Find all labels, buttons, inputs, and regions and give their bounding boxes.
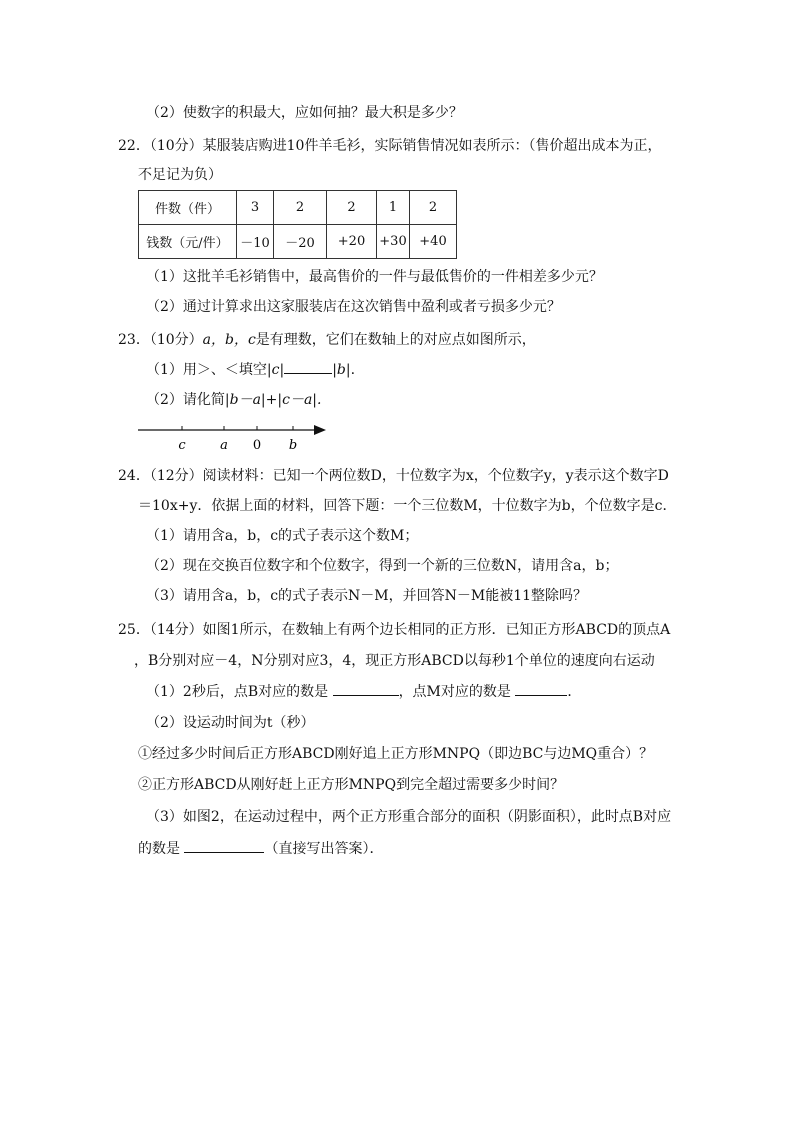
answer-blank[interactable]: [284, 361, 332, 374]
q22-stem-line1: 22．（10分）某服装店购进10件羊毛衫，实际销售情况如表所示：（售价超出成本为正，: [118, 138, 662, 154]
q25-stem-line2: ，B分别对应－4，N分别对应3，4，现正方形ABCD以每秒1个单位的速度向右运动: [134, 653, 655, 669]
q23-part2: [146, 391, 321, 409]
q22-part2: （2）通过计算求出这家服装店在这次销售中盈利或者亏损多少元？: [146, 299, 561, 315]
table-row: [139, 191, 457, 225]
q25-sub1: ①经过多少时间后正方形ABCD刚好追上正方形MNPQ（即边BC与边MQ重合）？: [138, 746, 654, 762]
q24-part1: （1）请用含a，b，c的式子表示这个数M；: [146, 528, 419, 544]
label-zero: 0: [252, 438, 262, 453]
row-header-price: 钱数（元/件）: [139, 225, 237, 259]
q24-part2: （2）现在交换百位数字和个位数字，得到一个新的三位数N，请用含a，b；: [146, 558, 619, 574]
price-cell: +40: [410, 225, 457, 259]
q23-suffix: 是有理数，它们在数轴上的对应点如图所示，: [255, 332, 536, 348]
q25-part1-a: （1）2秒后，点B对应的数是: [146, 684, 329, 700]
q23-part2-expr: b－a|+|c－a|.: [229, 392, 322, 408]
q24-stem-line1: 24．（12分）阅读材料：已知一个两位数D，十位数字为x，个位数字y，y表示这个数字D: [118, 468, 669, 484]
number-line-arrow-icon: [314, 425, 326, 435]
q25-part2: （2）设运动时间为t（秒）: [146, 715, 315, 731]
q23-part1-bar: |: [279, 362, 285, 378]
label-b: b: [288, 438, 298, 453]
q25-part3-a: 的数是: [138, 841, 180, 857]
q23-part1-prefix: （1）用＞、＜填空|: [146, 362, 272, 378]
q21-part2: （2）使数字的积最大，应如何抽？最大积是多少？: [146, 105, 463, 121]
q25-stem-line1: 25．（14分）如图1所示，在数轴上有两个边长相同的正方形．已知正方形ABCD的顶点A: [118, 622, 671, 638]
count-cell: 1: [377, 191, 410, 225]
q25-part3-b: （直接写出答案）．: [264, 841, 384, 857]
number-line-figure: [138, 418, 328, 458]
count-cell: 2: [327, 191, 377, 225]
count-cell: 2: [274, 191, 327, 225]
answer-blank[interactable]: [515, 683, 567, 696]
q22-stem-line2: 不足记为负）: [138, 167, 222, 183]
sales-table: [138, 190, 457, 259]
answer-blank[interactable]: [184, 840, 264, 853]
q23-part1-c: c: [271, 362, 280, 378]
q23-vars: a，b，c: [202, 332, 256, 348]
price-cell: +20: [327, 225, 377, 259]
label-c: c: [178, 438, 186, 453]
count-cell: 2: [410, 191, 457, 225]
q23-part1-b: b: [336, 362, 346, 378]
q25-part3-line1: （3）如图2，在运动过程中，两个正方形重合部分的面积（阴影面积），此时点B对应: [146, 809, 672, 825]
q23-part1-end: |.: [345, 362, 356, 378]
q22-part1: （1）这批羊毛衫销售中，最高售价的一件与最低售价的一件相差多少元？: [146, 269, 603, 285]
answer-blank[interactable]: [333, 683, 399, 696]
q23-part2-prefix: （2）请化简|: [146, 392, 230, 408]
q24-stem-line2: ＝10x+y．依据上面的材料，回答下题：一个三位数M，十位数字为b，个位数字是c．: [138, 498, 677, 514]
q24-part3: （3）请用含a，b，c的式子表示N－M，并回答N－M能被11整除吗？: [146, 588, 588, 604]
count-cell: 3: [237, 191, 274, 225]
q25-part1-b: ，点M对应的数是: [398, 684, 511, 700]
q25-part1: [146, 683, 581, 701]
row-header-count: 件数（件）: [139, 191, 237, 225]
label-a: a: [220, 438, 228, 453]
price-cell: －20: [274, 225, 327, 259]
q25-sub2: ②正方形ABCD从刚好赶上正方形MNPQ到完全超过需要多少时间？: [138, 777, 565, 793]
q23-prefix: 23．（10分）: [118, 332, 203, 348]
q23-stem: [118, 331, 536, 349]
q25-part3-line2: [138, 840, 383, 858]
q23-part1: [146, 361, 355, 379]
price-cell: +30: [377, 225, 410, 259]
q25-part1-end: ．: [567, 684, 582, 700]
q23-part1-bar2: |: [332, 362, 337, 378]
table-row: [139, 225, 457, 259]
price-cell: －10: [237, 225, 274, 259]
